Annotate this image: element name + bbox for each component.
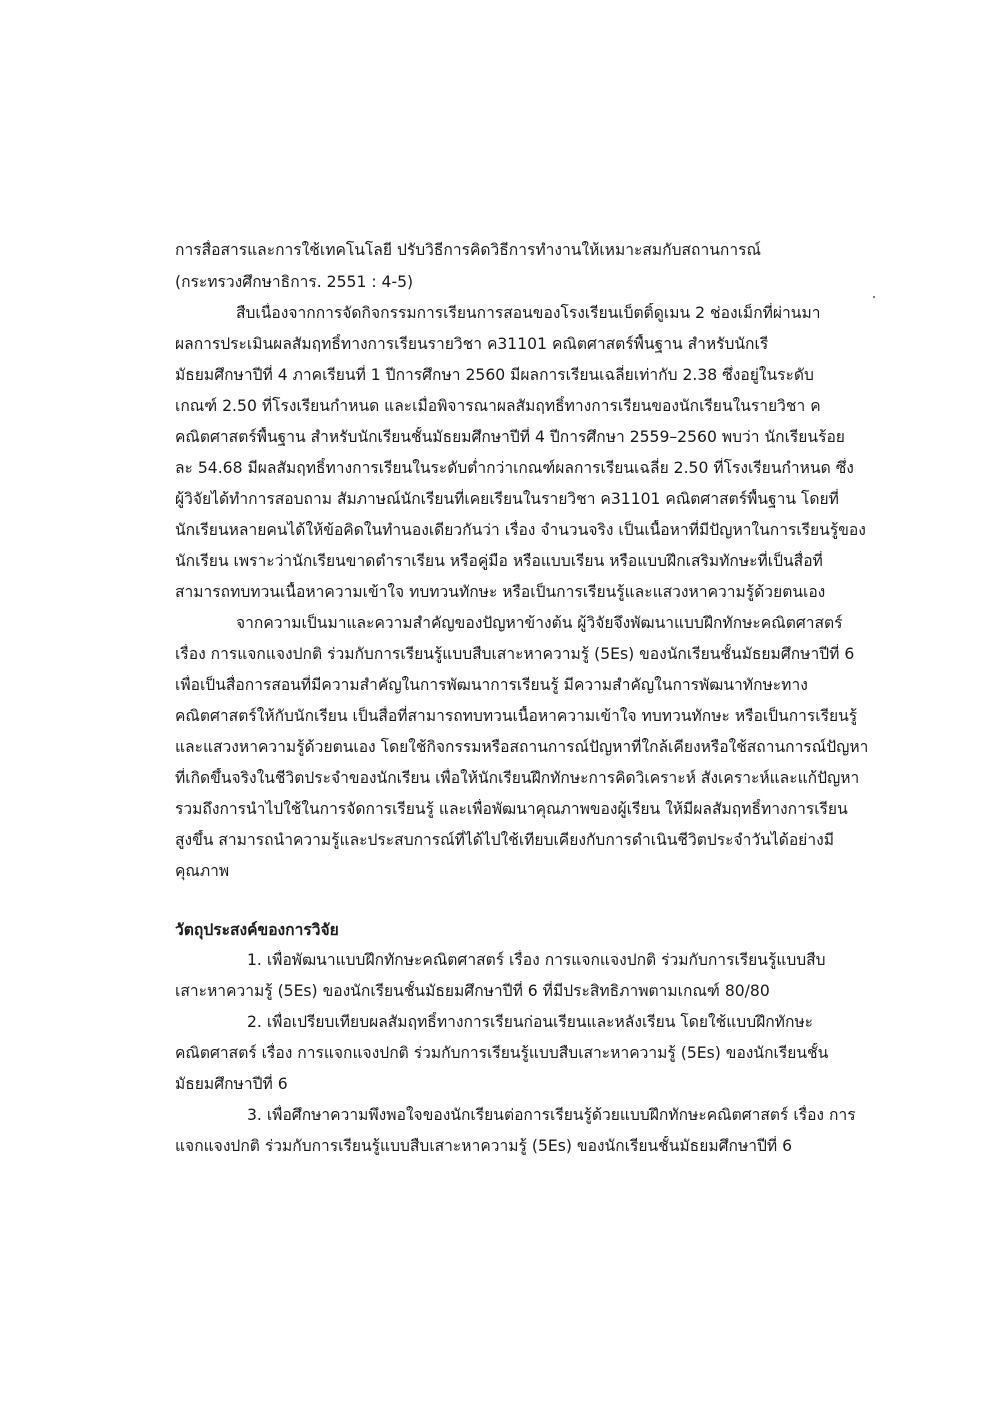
objective-2-line: คณิตศาสตร์ เรื่อง การแจกแจงปกติ ร่วมกับการเรียนรู้แบบสืบเสาะหาความรู้ (5Es) ของนักเรียนชั้น	[175, 1044, 829, 1062]
paragraph-1-line: เกณฑ์ 2.50 ที่โรงเรียนกำหนด และเมื่อพิจารณาผลสัมฤทธิ์ทางการเรียนของนักเรียนในรายวิชา ค	[175, 397, 821, 415]
intro-line: การสื่อสารและการใช้เทคโนโลยี ปรับวิธีการคิดวิธีการทำงานให้เหมาะสมกับสถานการณ์	[175, 241, 761, 259]
paragraph-2-line: เรื่อง การแจกแจงปกติ ร่วมกับการเรียนรู้แบบสืบเสาะหาความรู้ (5Es) ของนักเรียนชั้นมัธยมศึกษาปีที่ 6	[175, 645, 855, 663]
paragraph-1-line: นักเรียนหลายคนได้ให้ข้อคิดในทำนองเดียวกันว่า เรื่อง จำนวนจริง เป็นเนื้อหาที่มีปัญหาในการเรียนรู้ของ	[175, 521, 866, 539]
objective-3-line: 3. เพื่อศึกษาความพึงพอใจของนักเรียนต่อการเรียนรู้ด้วยแบบฝึกทักษะคณิตศาสตร์ เรื่อง การ	[247, 1106, 856, 1124]
paragraph-1-line: มัธยมศึกษาปีที่ 4 ภาคเรียนที่ 1 ปีการศึกษา 2560 มีผลการเรียนเฉลี่ยเท่ากับ 2.38 ซึ่งอยู่ในระดับ	[175, 366, 814, 384]
paragraph-2-line: คุณภาพ	[175, 862, 230, 880]
paragraph-2-line: คณิตศาสตร์ให้กับนักเรียน เป็นสื่อที่สามารถทบทวนเนื้อหาความเข้าใจ ทบทวนทักษะ หรือเป็นการเรียนรู้	[175, 707, 858, 725]
paragraph-1-line: ละ 54.68 มีผลสัมฤทธิ์ทางการเรียนในระดับต่ำกว่าเกณฑ์ผลการเรียนเฉลี่ย 2.50 ที่โรงเรียนกำหนด ซึ่ง	[175, 459, 854, 477]
objective-1-line: เสาะหาความรู้ (5Es) ของนักเรียนชั้นมัธยมศึกษาปีที่ 6 ที่มีประสิทธิภาพตามเกณฑ์ 80/80	[175, 982, 770, 1000]
paragraph-2-line: และแสวงหาความรู้ด้วยตนเอง โดยใช้กิจกรรมหรือสถานการณ์ปัญหาที่ใกล้เคียงหรือใช้สถานการณ์ปัญหา	[175, 738, 869, 756]
objective-2-line: 2. เพื่อเปรียบเทียบผลสัมฤทธิ์ทางการเรียนก่อนเรียนและหลังเรียน โดยใช้แบบฝึกทักษะ	[247, 1013, 814, 1031]
paragraph-1-line: ผู้วิจัยได้ทำการสอบถาม สัมภาษณ์นักเรียนที่เคยเรียนในรายวิชา ค31101 คณิตศาสตร์พื้นฐาน โดยที่	[175, 490, 839, 508]
paragraph-1-line: คณิตศาสตร์พื้นฐาน สำหรับนักเรียนชั้นมัธยมศึกษาปีที่ 4 ปีการศึกษา 2559–2560 พบว่า นักเรียนร้อย	[175, 428, 845, 446]
paragraph-2-line: สูงขึ้น สามารถนำความรู้และประสบการณ์ที่ได้ไปใช้เทียบเคียงกับการดำเนินชีวิตประจำวันได้อย่างมี	[175, 831, 834, 849]
stray-mark	[873, 296, 875, 298]
objective-2-line: มัธยมศึกษาปีที่ 6	[175, 1075, 288, 1093]
paragraph-2-line: จากความเป็นมาและความสำคัญของปัญหาข้างต้น ผู้วิจัยจึงพัฒนาแบบฝึกทักษะคณิตศาสตร์	[236, 614, 843, 632]
objective-1-line: 1. เพื่อพัฒนาแบบฝึกทักษะคณิตศาสตร์ เรื่อง การแจกแจงปกติ ร่วมกับการเรียนรู้แบบสืบ	[247, 951, 826, 969]
section-heading: วัตถุประสงค์ของการวิจัย	[175, 921, 339, 939]
paragraph-2-line: ที่เกิดขึ้นจริงในชีวิตประจำของนักเรียน เพื่อให้นักเรียนฝึกทักษะการคิดวิเคราะห์ สังเคราะห์และแก้ปัญหา	[175, 769, 860, 787]
paragraph-2-line: เพื่อเป็นสื่อการสอนที่มีความสำคัญในการพัฒนาการเรียนรู้ มีความสำคัญในการพัฒนาทักษะทาง	[175, 676, 808, 694]
objective-3-line: แจกแจงปกติ ร่วมกับการเรียนรู้แบบสืบเสาะหาความรู้ (5Es) ของนักเรียนชั้นมัธยมศึกษาปีที่ 6	[175, 1137, 793, 1155]
intro-citation: (กระทรวงศึกษาธิการ. 2551 : 4-5)	[175, 273, 414, 291]
paragraph-1-line: นักเรียน เพราะว่านักเรียนขาดตำราเรียน หรือคู่มือ หรือแบบเรียน หรือแบบฝึกเสริมทักษะที่เป็นสื่อที่	[175, 552, 823, 570]
paragraph-1-line: ผลการประเมินผลสัมฤทธิ์ทางการเรียนรายวิชา ค31101 คณิตศาสตร์พื้นฐาน สำหรับนักเรี	[175, 335, 769, 353]
paragraph-1-line: สามารถทบทวนเนื้อหาความเข้าใจ ทบทวนทักษะ หรือเป็นการเรียนรู้และแสวงหาความรู้ด้วยตนเอง	[175, 583, 826, 601]
paragraph-1-line: สืบเนื่องจากการจัดกิจกรรมการเรียนการสอนของโรงเรียนเบ็ตติ้ดูเมน 2 ช่องเม็กที่ผ่านมา	[236, 304, 821, 322]
paragraph-2-line: รวมถึงการนำไปใช้ในการจัดการเรียนรู้ และเพื่อพัฒนาคุณภาพของผู้เรียน ให้มีผลสัมฤทธิ์ทางการเรียน	[175, 800, 848, 818]
